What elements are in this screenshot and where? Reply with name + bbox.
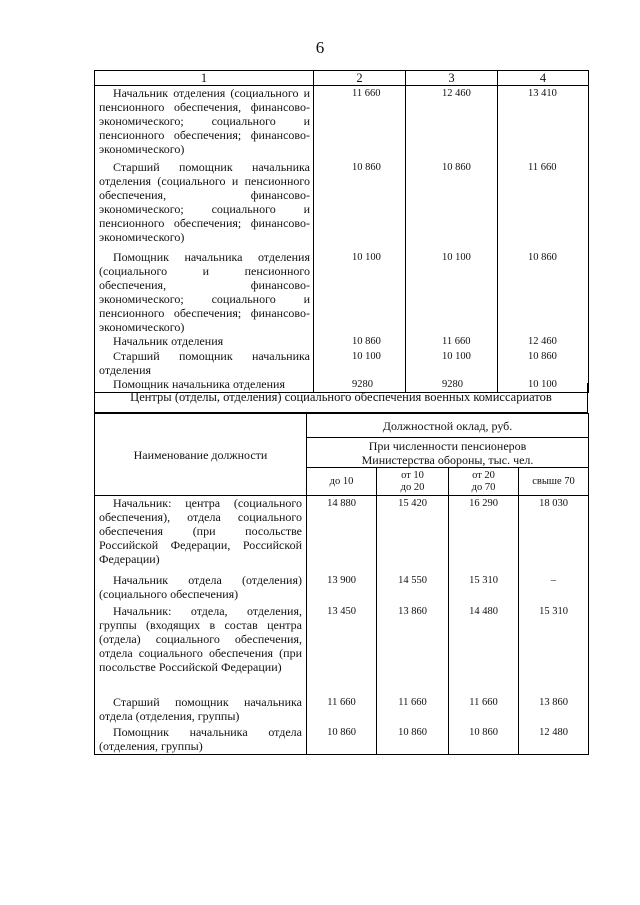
table-row <box>95 604 589 695</box>
salary-header: Должностной оклад, руб. <box>307 414 589 438</box>
salary-value: 10 100 <box>314 349 406 377</box>
salary-value: 14 880 <box>307 496 377 573</box>
salary-value: 10 100 <box>498 377 589 393</box>
range-header: свыше 70 <box>519 468 589 496</box>
salary-table-centers <box>94 413 589 755</box>
salary-value: 10 860 <box>449 725 519 755</box>
salary-value: 15 420 <box>377 496 449 573</box>
salary-value: – <box>519 573 589 604</box>
position-name: Старший помощник начальника отдела (отделения, группы) <box>95 695 307 725</box>
position-name: Начальник отделения <box>95 334 314 349</box>
salary-value: 12 460 <box>498 334 589 349</box>
salary-value: 12 460 <box>406 86 498 160</box>
salary-value: 11 660 <box>498 160 589 250</box>
column-number-2: 2 <box>314 71 406 86</box>
column-number-4: 4 <box>498 71 589 86</box>
pensioners-count-header <box>307 438 589 468</box>
salary-value: 11 660 <box>449 695 519 725</box>
position-name: Помощник начальника отделения <box>95 377 314 393</box>
position-name: Помощник начальника отдела (отделения, группы) <box>95 725 307 755</box>
salary-value: 13 860 <box>519 695 589 725</box>
table-row <box>95 725 589 755</box>
salary-value: 16 290 <box>449 496 519 573</box>
salary-value: 10 860 <box>498 250 589 334</box>
position-name: Помощник начальника отделения (социального и пенсионного обеспечения, финансово-экономического; социального и пенсионного обеспечения; финансово-экономического) <box>95 250 314 334</box>
table-row <box>95 496 589 573</box>
salary-value: 10 860 <box>314 334 406 349</box>
range-header: до 10 <box>307 468 377 496</box>
salary-value: 10 860 <box>314 160 406 250</box>
column-number-3: 3 <box>406 71 498 86</box>
salary-value: 13 410 <box>498 86 589 160</box>
salary-value: 10 860 <box>307 725 377 755</box>
table-row <box>95 695 589 725</box>
salary-value: 9280 <box>314 377 406 393</box>
table-row <box>95 250 589 334</box>
salary-value: 10 100 <box>406 349 498 377</box>
salary-value: 10 100 <box>314 250 406 334</box>
salary-value: 14 550 <box>377 573 449 604</box>
salary-value: 15 310 <box>449 573 519 604</box>
position-name-header: Наименование должности <box>95 414 307 496</box>
position-name: Старший помощник начальника отделения <box>95 349 314 377</box>
position-name: Начальник: центра (социального обеспечения), отдела социального обеспечения (при посольстве Российской Федерации, Российской Федерации) <box>95 496 307 573</box>
salary-value: 14 480 <box>449 604 519 695</box>
salary-value: 9280 <box>406 377 498 393</box>
salary-value: 10 860 <box>377 725 449 755</box>
position-name: Начальник отдела (отделения) (социального обеспечения) <box>95 573 307 604</box>
salary-value: 11 660 <box>406 334 498 349</box>
range-header: от 20 до 70 <box>449 468 519 496</box>
salary-value: 11 660 <box>314 86 406 160</box>
salary-value: 12 480 <box>519 725 589 755</box>
pensioners-header-line1: При численности пенсионеров <box>368 438 527 453</box>
position-name: Старший помощник начальника отделения (социального и пенсионного обеспечения, финансово-экономического; социального и пенсионного обеспечения; финансово-экономического) <box>95 160 314 250</box>
table-row <box>95 573 589 604</box>
salary-value: 18 030 <box>519 496 589 573</box>
table-row <box>95 86 589 160</box>
table-row <box>95 349 589 377</box>
salary-value: 13 860 <box>377 604 449 695</box>
salary-value: 15 310 <box>519 604 589 695</box>
salary-value: 13 450 <box>307 604 377 695</box>
table-row <box>95 334 589 349</box>
range-header: от 10 до 20 <box>377 468 449 496</box>
salary-table-departments <box>94 70 589 393</box>
position-name: Начальник отделения (социального и пенсионного обеспечения, финансово-экономического; социального и пенсионного обеспечения; финансово-экономического) <box>95 86 314 160</box>
salary-value: 11 660 <box>377 695 449 725</box>
salary-value: 10 860 <box>498 349 589 377</box>
salary-value: 10 100 <box>406 250 498 334</box>
section-title: Центры (отделы, отделения) социального обеспечения военных комиссариатов <box>94 383 588 413</box>
pensioners-header-line2: Министерства обороны, тыс. чел. <box>361 452 534 467</box>
column-number-row <box>95 71 589 86</box>
table-row <box>95 160 589 250</box>
salary-value: 10 860 <box>406 160 498 250</box>
salary-value: 11 660 <box>307 695 377 725</box>
position-name: Начальник: отдела, отделения, группы (входящих в состав центра (отдела) социального обеспечения, отдела социального обеспечения (при посольстве Российской Федерации) <box>95 604 307 695</box>
column-number-1: 1 <box>95 71 314 86</box>
salary-value: 13 900 <box>307 573 377 604</box>
page-number: 6 <box>315 38 325 57</box>
